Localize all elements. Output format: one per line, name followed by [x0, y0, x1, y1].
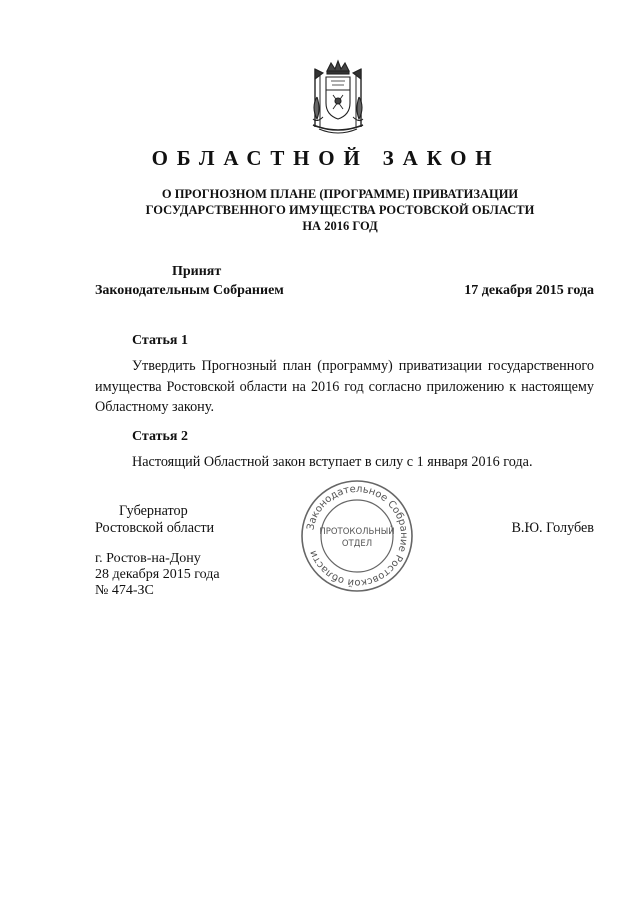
- article-1-heading: Статья 1: [132, 333, 188, 348]
- stamp-inner-line2: ОТДЕЛ: [341, 539, 373, 549]
- signatory-name: В.Ю. Голубев: [511, 520, 594, 536]
- official-stamp: [298, 477, 416, 595]
- subtitle-line: НА 2016 ГОД: [302, 219, 378, 233]
- law-subtitle: [120, 186, 560, 234]
- stamp-inner-line1: ПРОТОКОЛЬНЫЙ: [319, 527, 395, 537]
- adopted-date: 17 декабря 2015 года: [464, 283, 594, 298]
- adopted-by: Законодательным Собранием: [95, 283, 284, 298]
- signatory-title: Губернатор: [119, 503, 188, 519]
- footer-date: 28 декабря 2015 года: [95, 567, 220, 582]
- stamp-outer-text: Законодательное Собрание Ростовской области: [305, 483, 410, 589]
- article-1-text: Утвердить Прогнозный план (программу) приватизации государственного имущества Ростовской области на 2016 год согласно приложению к настоящему Областному закону.: [95, 358, 594, 415]
- subtitle-line: О ПРОГНОЗНОМ ПЛАНЕ (ПРОГРАММЕ) ПРИВАТИЗАЦИИ: [161, 187, 519, 201]
- law-title: ОБЛАСТНОЙ ЗАКОН: [151, 146, 501, 170]
- footer-number: № 474-ЗС: [95, 583, 154, 598]
- article-2-heading: Статья 2: [132, 429, 188, 444]
- coat-of-arms-icon: [305, 57, 371, 139]
- footer-city: г. Ростов-на-Дону: [95, 551, 201, 566]
- article-2-text: Настоящий Областной закон вступает в силу с 1 января 2016 года.: [132, 454, 533, 470]
- subtitle-line: ГОСУДАРСТВЕННОГО ИМУЩЕСТВА РОСТОВСКОЙ ОБЛАСТИ: [145, 203, 535, 217]
- adopted-label: Принят: [172, 264, 222, 279]
- signatory-region: Ростовской области: [95, 520, 215, 536]
